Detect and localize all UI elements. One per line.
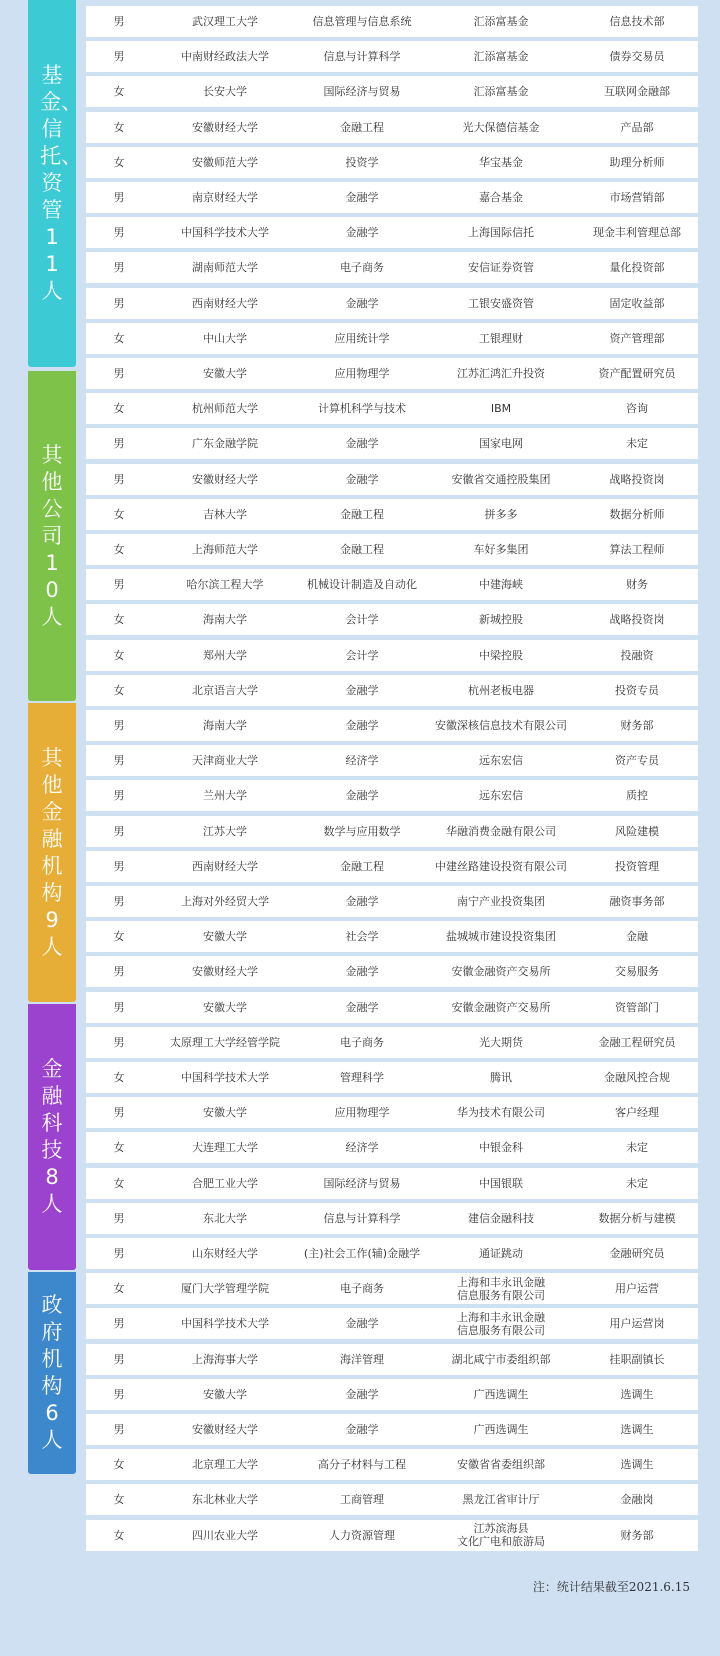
gender-cell: 男: [113, 1106, 125, 1120]
table-row: [86, 1414, 698, 1445]
position-cell: 数据分析师: [609, 507, 665, 521]
table-row: [86, 816, 698, 847]
gender-cell: 男: [113, 578, 125, 592]
major-cell: 金融工程: [340, 543, 384, 556]
position-cell: 投融资: [620, 648, 654, 662]
table-row: [86, 604, 698, 635]
major-cell: 信息与计算科学: [323, 50, 401, 64]
school-cell: 山东财经大学: [192, 1247, 258, 1260]
position-cell: 固定收益部: [609, 296, 665, 310]
employer-cell: 安徽金融资产交易所: [451, 1000, 551, 1014]
employer-cell: 新城控股: [479, 613, 523, 627]
gender-cell: 男: [113, 437, 125, 451]
major-cell: 金融学: [345, 226, 379, 240]
school-cell: 西南财经大学: [192, 296, 258, 310]
major-cell: 电子商务: [340, 1035, 384, 1049]
school-cell: 上海海事大学: [192, 1352, 258, 1366]
school-cell: 海南大学: [203, 719, 247, 732]
position-cell: 量化投资部: [609, 261, 665, 275]
employer-cell: 广西选调生: [473, 1423, 529, 1436]
gender-cell: 男: [113, 367, 125, 380]
gender-cell: 男: [113, 1352, 125, 1366]
table-row: [86, 288, 698, 319]
position-cell: 互联网金融部: [604, 85, 670, 99]
school-cell: 安徽师范大学: [192, 155, 258, 169]
table-row: [86, 569, 698, 600]
position-cell: 选调生: [620, 1387, 654, 1401]
gender-cell: 男: [113, 789, 125, 803]
position-cell: 咨询: [626, 402, 648, 416]
employer-cell: 远东宏信: [479, 754, 523, 768]
major-cell: 海洋管理: [340, 1352, 384, 1366]
school-cell: 武汉理工大学: [192, 15, 258, 28]
major-cell: 金融学: [345, 472, 379, 486]
major-cell: 社会学: [345, 930, 379, 944]
position-cell: 未定: [626, 1141, 648, 1155]
employer-cell: 江苏汇鸿汇升投资: [457, 367, 545, 380]
major-cell: 投资学: [345, 155, 379, 169]
position-cell: 战略投资岗: [609, 613, 665, 627]
employer-cell: 远东宏信: [479, 789, 523, 803]
gender-cell: 男: [113, 965, 125, 979]
school-cell: 合肥工业大学: [192, 1176, 258, 1190]
position-cell: 融资事务部: [609, 895, 665, 908]
major-cell: 应用物理学: [334, 1106, 390, 1120]
gender-cell: 男: [113, 1387, 125, 1401]
position-cell: 信息技术部: [609, 15, 665, 28]
gender-cell: 男: [113, 1317, 125, 1331]
employer-cell: 黑龙江省审计厅: [462, 1493, 540, 1507]
position-cell: 未定: [626, 437, 648, 451]
table-row: [86, 76, 698, 107]
employer-cell: 上海国际信托: [468, 226, 534, 240]
gender-cell: 男: [113, 754, 125, 768]
school-cell: 南京财经大学: [192, 191, 258, 204]
school-cell: 江苏大学: [203, 824, 247, 838]
position-cell: 金融: [626, 930, 648, 944]
position-cell: 算法工程师: [609, 543, 665, 556]
gender-cell: 女: [113, 507, 125, 521]
school-cell: 安徽大学: [203, 930, 247, 944]
position-cell: 风险建模: [615, 824, 659, 838]
employer-cell: 安徽省省委组织部: [457, 1458, 545, 1472]
group-label-text: 其他金融机构9人: [41, 745, 63, 959]
position-cell: 用户运营岗: [609, 1317, 665, 1331]
group-label: [28, 703, 76, 1002]
employer-cell: 中建海峡: [479, 578, 523, 592]
major-cell: 电子商务: [340, 1282, 384, 1296]
gender-cell: 男: [113, 261, 125, 275]
employer-cell: 建信金融科技: [468, 1211, 534, 1225]
major-cell: 机械设计制造及自动化: [307, 578, 417, 592]
position-cell: 用户运营: [615, 1282, 659, 1296]
position-cell: 投资专员: [615, 683, 659, 697]
table-row: [86, 6, 698, 37]
gender-cell: 女: [113, 683, 125, 697]
major-cell: 金融学: [345, 1317, 379, 1331]
major-cell: 金融学: [345, 437, 379, 451]
table-row: [86, 112, 698, 143]
gender-cell: 男: [113, 1423, 125, 1436]
position-cell: 资产专员: [615, 754, 659, 768]
position-cell: 市场营销部: [609, 191, 665, 204]
major-cell: 金融学: [345, 683, 379, 697]
major-cell: 金融学: [345, 191, 379, 204]
gender-cell: 女: [113, 1071, 125, 1084]
major-cell: 金融学: [345, 719, 379, 732]
employer-cell: 通证跳动: [479, 1247, 523, 1260]
gender-cell: 女: [113, 1528, 125, 1542]
employer-cell: 安徽省交通控股集团: [451, 472, 551, 486]
major-cell: 应用统计学: [334, 331, 390, 345]
table-row: [86, 1484, 698, 1515]
group-label: [28, 371, 76, 701]
gender-cell: 女: [113, 85, 125, 99]
position-cell: 金融风控合规: [604, 1071, 670, 1084]
major-cell: 经济学: [345, 1141, 379, 1155]
position-cell: 投资管理: [615, 859, 659, 873]
employer-cell: 汇添富基金: [473, 85, 529, 99]
employer-cell: 嘉合基金: [479, 191, 523, 204]
table-row: [86, 1168, 698, 1199]
school-cell: 中国科学技术大学: [181, 1317, 269, 1331]
gender-cell: 女: [113, 613, 125, 627]
school-cell: 海南大学: [203, 613, 247, 627]
school-cell: 安徽财经大学: [192, 472, 258, 486]
school-cell: 杭州师范大学: [192, 402, 258, 416]
position-cell: 资产管理部: [609, 331, 665, 345]
school-cell: 东北林业大学: [192, 1493, 258, 1507]
major-cell: 人力资源管理: [329, 1528, 395, 1542]
major-cell: 经济学: [345, 754, 379, 768]
employer-cell: 南宁产业投资集团: [457, 895, 545, 908]
table-row: [86, 992, 698, 1023]
position-cell: 财务部: [620, 1528, 654, 1542]
school-cell: 哈尔滨工程大学: [186, 578, 264, 592]
school-cell: 吉林大学: [203, 507, 247, 521]
group-label-text: 其他公司10人: [41, 442, 63, 629]
table-row: [86, 1062, 698, 1093]
gender-cell: 男: [113, 1211, 125, 1225]
position-cell: 选调生: [620, 1458, 654, 1472]
major-cell: 金融学: [345, 1387, 379, 1401]
table-row: [86, 1132, 698, 1163]
table-row: [86, 499, 698, 530]
school-cell: 天津商业大学: [192, 754, 258, 768]
position-cell: 交易服务: [615, 965, 659, 979]
major-cell: 国际经济与贸易: [323, 1176, 401, 1190]
gender-cell: 男: [113, 895, 125, 908]
gender-cell: 女: [113, 1493, 125, 1507]
major-cell: 国际经济与贸易: [323, 85, 401, 99]
position-cell: 助理分析师: [609, 155, 665, 169]
gender-cell: 女: [113, 648, 125, 662]
school-cell: 中山大学: [203, 331, 247, 345]
employer-cell: 中梁控股: [479, 648, 523, 662]
position-cell: 现金丰利管理总部: [593, 226, 681, 240]
employer-cell: 光大期货: [479, 1035, 523, 1049]
school-cell: 安徽财经大学: [192, 965, 258, 979]
table-row: [86, 393, 698, 424]
school-cell: 太原理工大学经管学院: [170, 1035, 280, 1049]
school-cell: 四川农业大学: [192, 1528, 258, 1542]
position-cell: 客户经理: [615, 1106, 659, 1120]
school-cell: 安徽大学: [203, 1387, 247, 1401]
school-cell: 长安大学: [203, 85, 247, 99]
employer-cell: 上海和丰永讯金融 信息服务有限公司: [457, 1310, 545, 1337]
employer-cell: 盐城城市建设投资集团: [446, 930, 556, 944]
employer-cell: 华为技术有限公司: [457, 1106, 545, 1120]
major-cell: 数学与应用数学: [323, 824, 401, 838]
school-cell: 安徽大学: [203, 1000, 247, 1014]
position-cell: 产品部: [620, 120, 654, 134]
gender-cell: 男: [113, 1035, 125, 1049]
position-cell: 质控: [626, 789, 648, 803]
gender-cell: 女: [113, 543, 125, 556]
gender-cell: 男: [113, 50, 125, 64]
position-cell: 资产配置研究员: [598, 367, 676, 380]
table-row: [86, 780, 698, 811]
school-cell: 中国科学技术大学: [181, 226, 269, 240]
table-row: [86, 323, 698, 354]
table-row: [86, 710, 698, 741]
employer-cell: 腾讯: [490, 1071, 512, 1084]
gender-cell: 女: [113, 402, 125, 416]
gender-cell: 女: [113, 1458, 125, 1472]
employer-cell: 工银安盛资管: [468, 296, 534, 310]
table-row: [86, 1449, 698, 1480]
gender-cell: 男: [113, 191, 125, 204]
table-row: [86, 1308, 698, 1339]
school-cell: 东北大学: [203, 1211, 247, 1225]
major-cell: 会计学: [345, 648, 379, 662]
major-cell: 金融学: [345, 296, 379, 310]
employer-cell: 广西选调生: [473, 1387, 529, 1401]
table-row: [86, 358, 698, 389]
employer-cell: 车好多集团: [473, 543, 529, 556]
major-cell: 高分子材料与工程: [318, 1458, 406, 1472]
employer-cell: 国家电网: [479, 437, 523, 451]
major-cell: 金融学: [345, 789, 379, 803]
table-row: [86, 1379, 698, 1410]
employer-cell: 江苏滨海县 文化广电和旅游局: [457, 1522, 545, 1549]
school-cell: 安徽财经大学: [192, 1423, 258, 1436]
employer-cell: 安徽金融资产交易所: [451, 965, 551, 979]
employer-cell: 光大保德信基金: [462, 120, 540, 134]
table-row: [86, 534, 698, 565]
gender-cell: 男: [113, 719, 125, 732]
gender-cell: 女: [113, 1141, 125, 1155]
school-cell: 大连理工大学: [192, 1141, 258, 1155]
gender-cell: 女: [113, 155, 125, 169]
major-cell: 金融工程: [340, 507, 384, 521]
gender-cell: 女: [113, 1176, 125, 1190]
group-label-text: 金融科技8人: [41, 1057, 63, 1216]
major-cell: 金融学: [345, 1000, 379, 1014]
school-cell: 安徽大学: [203, 1106, 247, 1120]
position-cell: 数据分析与建模: [598, 1211, 676, 1225]
school-cell: 北京语言大学: [192, 683, 258, 697]
school-cell: 郑州大学: [203, 648, 247, 662]
footnote: 注：统计结果截至2021.6.15: [532, 1580, 690, 1594]
school-cell: 兰州大学: [203, 789, 247, 803]
position-cell: 资管部门: [615, 1000, 659, 1014]
group-label: [28, 0, 82, 367]
employer-cell: 工银理财: [479, 331, 523, 345]
major-cell: 金融学: [345, 1423, 379, 1436]
position-cell: 战略投资岗: [609, 472, 665, 486]
table-row: [86, 428, 698, 459]
school-cell: 北京理工大学: [192, 1458, 258, 1472]
table-row: [86, 1203, 698, 1234]
employer-cell: 安徽深核信息技术有限公司: [435, 719, 567, 732]
employer-cell: 汇添富基金: [473, 50, 529, 64]
position-cell: 未定: [626, 1176, 648, 1190]
table-row: [86, 886, 698, 917]
table-row: [86, 921, 698, 952]
employer-cell: 上海和丰永讯金融 信息服务有限公司: [457, 1275, 545, 1302]
gender-cell: 女: [113, 331, 125, 345]
major-cell: 信息管理与信息系统: [312, 15, 412, 28]
gender-cell: 女: [113, 120, 125, 134]
major-cell: 金融学: [345, 965, 379, 979]
major-cell: 金融工程: [340, 859, 384, 873]
school-cell: 中国科学技术大学: [181, 1071, 269, 1084]
major-cell: 计算机科学与技术: [318, 402, 406, 416]
position-cell: 财务部: [620, 719, 654, 732]
group-label-text: 政府机构6人: [41, 1293, 63, 1452]
major-cell: 管理科学: [340, 1071, 384, 1084]
table-row: [86, 1027, 698, 1058]
position-cell: 金融研究员: [609, 1247, 665, 1260]
gender-cell: 男: [113, 15, 125, 28]
table-row: [86, 851, 698, 882]
school-cell: 安徽大学: [203, 367, 247, 380]
position-cell: 财务: [626, 578, 648, 592]
position-cell: 债券交易员: [609, 50, 665, 64]
gender-cell: 女: [113, 930, 125, 944]
table-row: [86, 1520, 698, 1551]
table-row: [86, 182, 698, 213]
position-cell: 金融岗: [620, 1493, 654, 1507]
school-cell: 西南财经大学: [192, 859, 258, 873]
employer-cell: 中国银联: [479, 1176, 523, 1190]
position-cell: 金融工程研究员: [598, 1035, 676, 1049]
gender-cell: 男: [113, 296, 125, 310]
school-cell: 厦门大学管理学院: [181, 1282, 269, 1296]
gender-cell: 男: [113, 472, 125, 486]
group-label-text: 基金、信托、资管11人: [40, 63, 82, 303]
group-label: [28, 1272, 76, 1474]
school-cell: 广东金融学院: [192, 437, 258, 451]
table-row: [86, 1238, 698, 1269]
major-cell: 会计学: [345, 613, 379, 627]
employer-cell: 中银金科: [479, 1141, 523, 1155]
major-cell: 金融工程: [340, 120, 384, 134]
table-row: [86, 745, 698, 776]
school-cell: 上海师范大学: [192, 543, 258, 556]
table-row: [86, 640, 698, 671]
employer-cell: 拼多多: [484, 507, 518, 521]
school-cell: 中南财经政法大学: [181, 50, 269, 64]
employer-cell: 湖北咸宁市委组织部: [451, 1352, 551, 1366]
major-cell: 工商管理: [340, 1493, 384, 1507]
employer-cell: 中建丝路建设投资有限公司: [435, 859, 567, 873]
table-row: [86, 1097, 698, 1128]
gender-cell: 男: [113, 1000, 125, 1014]
table-row: [86, 1344, 698, 1375]
gender-cell: 女: [113, 1282, 125, 1296]
group-label: [28, 1004, 76, 1270]
table-row: [86, 675, 698, 706]
table-row: [86, 147, 698, 178]
major-cell: 电子商务: [340, 261, 384, 275]
school-cell: 上海对外经贸大学: [181, 895, 269, 908]
employer-cell: 安信证券资管: [468, 261, 534, 275]
employer-cell: 华融消费金融有限公司: [446, 824, 556, 838]
table-row: [86, 252, 698, 283]
gender-cell: 男: [113, 824, 125, 838]
major-cell: (主)社会工作(辅)金融学: [303, 1247, 421, 1260]
school-cell: 湖南师范大学: [192, 261, 258, 275]
gender-cell: 男: [113, 1247, 125, 1260]
school-cell: 安徽财经大学: [192, 120, 258, 134]
major-cell: 信息与计算科学: [323, 1211, 401, 1225]
table-row: [86, 464, 698, 495]
gender-cell: 男: [113, 226, 125, 240]
table-row: [86, 956, 698, 987]
table-row: [86, 217, 698, 248]
position-cell: 挂职副镇长: [609, 1352, 665, 1366]
employer-cell: 华宝基金: [479, 155, 523, 169]
employer-cell: 杭州老板电器: [468, 683, 534, 697]
employer-cell: IBM: [490, 402, 512, 416]
major-cell: 金融学: [345, 895, 379, 908]
table-row: [86, 1273, 698, 1304]
position-cell: 选调生: [620, 1423, 654, 1436]
table-row: [86, 41, 698, 72]
major-cell: 应用物理学: [334, 367, 390, 380]
employer-cell: 汇添富基金: [473, 15, 529, 28]
gender-cell: 男: [113, 859, 125, 873]
